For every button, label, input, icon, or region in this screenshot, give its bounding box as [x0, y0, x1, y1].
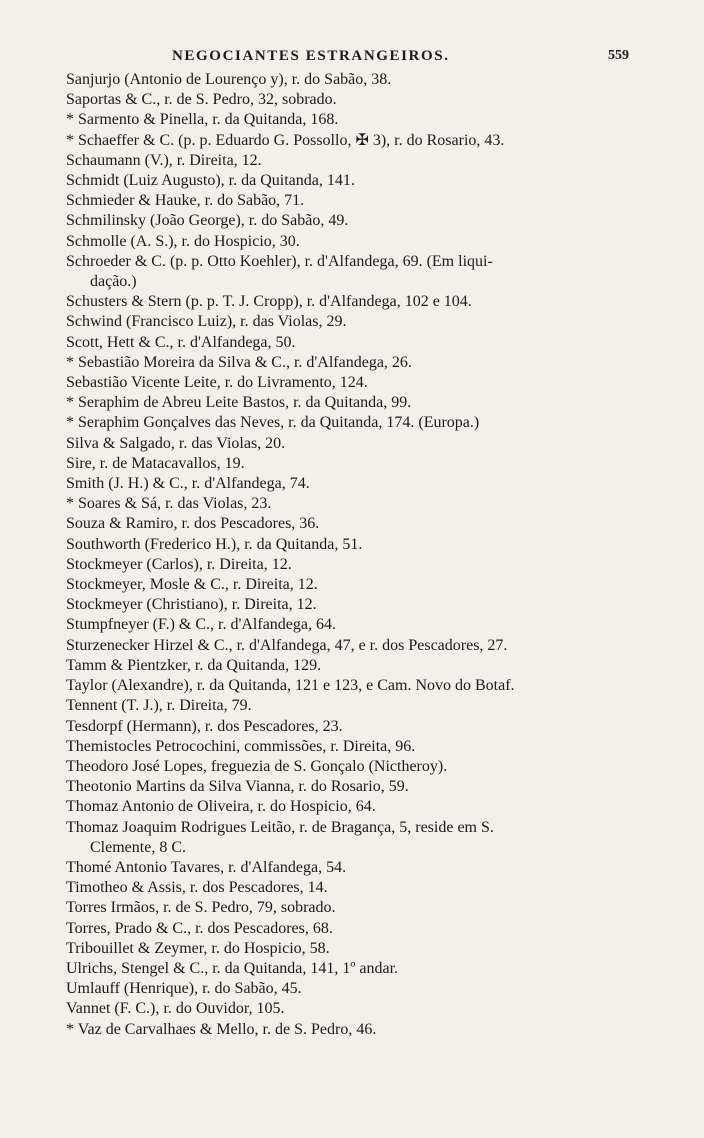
list-item: Schmieder & Hauke, r. do Sabão, 71.: [66, 192, 305, 210]
list-item: Smith (J. H.) & C., r. d'Alfandega, 74.: [66, 475, 310, 493]
list-item: Sturzenecker Hirzel & C., r. d'Alfandega, 47, e r. dos Pescadores, 27.: [66, 636, 508, 654]
list-item: Tamm & Pientzker, r. da Quitanda, 129.: [66, 656, 322, 674]
list-item: Vannet (F. C.), r. do Ouvidor, 105.: [66, 1000, 285, 1018]
page-header: [0, 48, 704, 70]
list-item: Stumpfneyer (F.) & C., r. d'Alfandega, 64.: [66, 616, 336, 634]
list-item: Stockmeyer (Carlos), r. Direita, 12.: [66, 555, 292, 573]
list-item: Stockmeyer, Mosle & C., r. Direita, 12.: [66, 576, 318, 594]
list-item: Umlauff (Henrique), r. do Sabão, 45.: [66, 980, 302, 998]
list-item: Torres, Prado & C., r. dos Pescadores, 68.: [66, 919, 333, 937]
list-item: * Vaz de Carvalhaes & Mello, r. de S. Pedro, 46.: [66, 1020, 377, 1038]
list-item: Saportas & C., r. de S. Pedro, 32, sobrado.: [66, 91, 337, 109]
directory-list: [66, 70, 676, 1040]
page-number: 559: [608, 48, 629, 63]
list-item: * Sarmento & Pinella, r. da Quitanda, 168.: [66, 111, 339, 129]
list-item: Taylor (Alexandre), r. da Quitanda, 121 e 123, e Cam. Novo do Botaf.: [66, 677, 515, 695]
list-item: * Sebastião Moreira da Silva & C., r. d'Alfandega, 26.: [66, 353, 412, 371]
running-title: NEGOCIANTES ESTRANGEIROS.: [172, 48, 450, 64]
list-item: * Soares & Sá, r. das Violas, 23.: [66, 495, 272, 513]
list-item: Sanjurjo (Antonio de Lourenço y), r. do Sabão, 38.: [66, 71, 392, 88]
list-item: Schmidt (Luiz Augusto), r. da Quitanda, 141.: [66, 172, 355, 190]
list-item: Stockmeyer (Christiano), r. Direita, 12.: [66, 596, 317, 614]
list-item: * Schaeffer & C. (p. p. Eduardo G. Possollo, ✠ 3), r. do Rosario, 43.: [66, 131, 505, 149]
list-item: Theotonio Martins da Silva Vianna, r. do Rosario, 59.: [66, 778, 409, 796]
list-item: Themistocles Petrocochini, commissões, r. Direita, 96.: [66, 737, 416, 755]
list-item: Schwind (Francisco Luiz), r. das Violas, 29.: [66, 313, 347, 331]
list-item: Tribouillet & Zeymer, r. do Hospicio, 58.: [66, 939, 330, 957]
list-item: Sire, r. de Matacavallos, 19.: [66, 454, 245, 472]
list-item: Timotheo & Assis, r. dos Pescadores, 14.: [66, 879, 328, 897]
list-item: Schmilinsky (João George), r. do Sabão, 49.: [66, 212, 349, 230]
list-item: Torres Irmãos, r. de S. Pedro, 79, sobrado.: [66, 899, 336, 917]
list-item: Theodoro José Lopes, freguezia de S. Gonçalo (Nictheroy).: [66, 757, 448, 775]
list-item: Sebastião Vicente Leite, r. do Livramento, 124.: [66, 374, 368, 392]
list-item: Southworth (Frederico H.), r. da Quitanda, 51.: [66, 535, 363, 553]
list-item: * Seraphim Gonçalves das Neves, r. da Quitanda, 174. (Europa.): [66, 414, 480, 432]
list-item: Thomaz Joaquim Rodrigues Leitão, r. de Bragança, 5, reside em S.: [66, 818, 494, 836]
list-item: * Seraphim de Abreu Leite Bastos, r. da Quitanda, 99.: [66, 394, 412, 412]
list-item: Schaumann (V.), r. Direita, 12.: [66, 151, 262, 169]
list-item: Ulrichs, Stengel & C., r. da Quitanda, 141, 1º andar.: [66, 959, 399, 977]
list-item: Scott, Hett & C., r. d'Alfandega, 50.: [66, 333, 296, 351]
list-item-continuation: dação.): [90, 273, 137, 291]
list-item: Schmolle (A. S.), r. do Hospicio, 30.: [66, 232, 300, 250]
list-item: Souza & Ramiro, r. dos Pescadores, 36.: [66, 515, 320, 533]
list-item-continuation: Clemente, 8 C.: [90, 838, 186, 856]
list-item: Thomaz Antonio de Oliveira, r. do Hospicio, 64.: [66, 798, 376, 816]
list-item: Thomé Antonio Tavares, r. d'Alfandega, 54.: [66, 858, 347, 876]
list-item: Tennent (T. J.), r. Direita, 79.: [66, 697, 252, 715]
list-item: Silva & Salgado, r. das Violas, 20.: [66, 434, 286, 452]
list-item: Tesdorpf (Hermann), r. dos Pescadores, 23.: [66, 717, 343, 735]
list-item: Schusters & Stern (p. p. T. J. Cropp), r. d'Alfandega, 102 e 104.: [66, 293, 472, 311]
list-item: Schroeder & C. (p. p. Otto Koehler), r. d'Alfandega, 69. (Em liqui-: [66, 252, 493, 270]
